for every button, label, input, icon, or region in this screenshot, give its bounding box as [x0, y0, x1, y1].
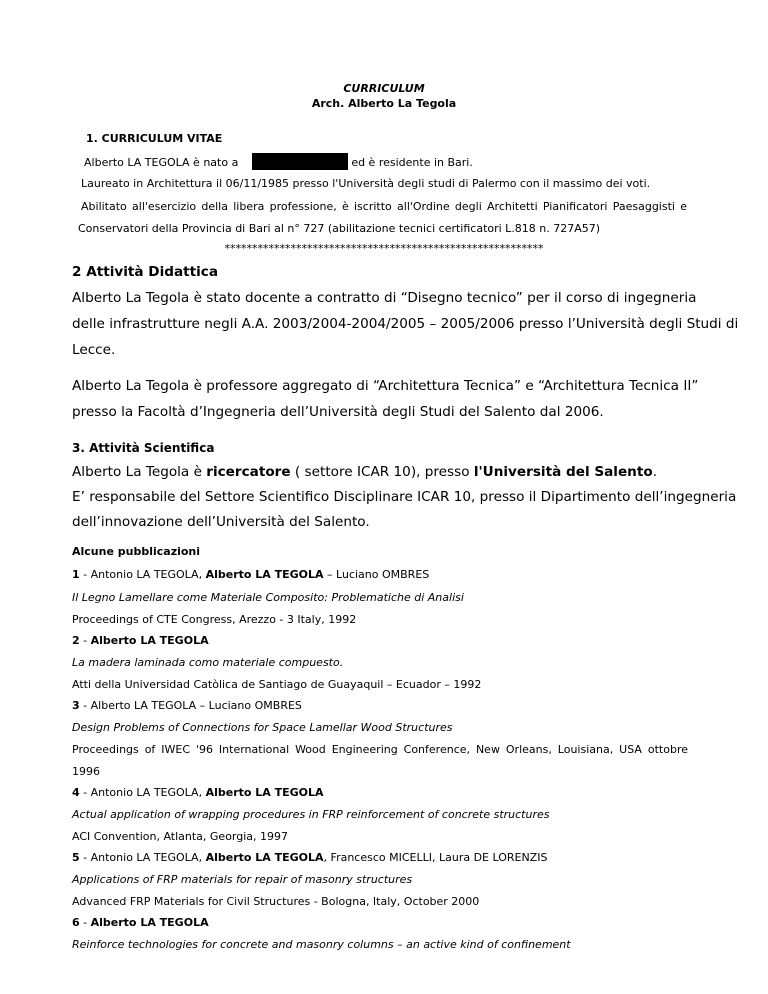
teaching-p1-line3: Lecce.	[72, 342, 116, 358]
publication-authors	[72, 786, 324, 799]
publication-authors	[72, 916, 209, 929]
publication-venue: ACI Convention, Atlanta, Georgia, 1997	[72, 830, 289, 843]
author: Alberto LA TEGOLA – Luciano OMBRES	[90, 699, 302, 712]
author-highlight: Alberto LA TEGOLA	[205, 568, 324, 581]
section3-heading: 3. Attività Scientifica	[72, 441, 215, 455]
section1-heading: 1. CURRICULUM VITAE	[86, 132, 223, 145]
publication-title: Applications of FRP materials for repair of masonry structures	[72, 873, 413, 886]
dash: -	[79, 916, 91, 929]
publication-title: Reinforce technologies for concrete and masonry columns – an active kind of confinement	[72, 938, 571, 951]
degree-line: Laureato in Architettura il 06/11/1985 presso l'Università degli studi di Palermo con il massimo dei voti.	[81, 177, 651, 190]
university-name: l'Università del Salento	[473, 464, 653, 480]
publication-number: 1	[72, 568, 80, 581]
author-highlight: Alberto LA TEGOLA	[205, 786, 324, 799]
publication-venue: Atti della Universidad Catòlica de Santiago de Guayaquil – Ecuador – 1992	[72, 678, 482, 691]
section2-heading: 2 Attività Didattica	[72, 264, 219, 280]
publication-title: La madera laminada como materiale compuesto.	[72, 656, 344, 669]
publication-authors	[72, 851, 547, 864]
research-line-2: E’ responsabile del Settore Scientifico Disciplinare ICAR 10, presso il Dipartimento dell’ingegneria	[72, 489, 737, 505]
research-text: Alberto La Tegola è	[72, 464, 207, 480]
publication-authors	[72, 699, 302, 712]
license-line-1: Abilitato all'esercizio della libera professione, è iscritto all'Ordine degli Architetti Pianificatori Paesaggisti e	[81, 200, 687, 213]
dash: -	[79, 634, 91, 647]
birth-line	[84, 153, 473, 170]
author: Antonio LA TEGOLA,	[90, 786, 206, 799]
publication-title: Design Problems of Connections for Space Lamellar Wood Structures	[72, 721, 453, 734]
author: – Luciano OMBRES	[323, 568, 430, 581]
author-highlight: Alberto LA TEGOLA	[90, 916, 209, 929]
teaching-p2-line2: presso la Facoltà d’Ingegneria dell’Università degli Studi del Salento dal 2006.	[72, 404, 604, 420]
birth-text-after: ed è residente in Bari.	[351, 156, 473, 169]
dash: -	[79, 568, 91, 581]
separator: **********************************************************	[224, 242, 544, 255]
research-line-1	[72, 464, 657, 480]
publication-number: 2	[72, 634, 80, 647]
dash: -	[79, 851, 91, 864]
publication-venue: Advanced FRP Materials for Civil Structures - Bologna, Italy, October 2000	[72, 895, 480, 908]
publication-number: 3	[72, 699, 80, 712]
publication-number: 4	[72, 786, 80, 799]
publication-venue: Proceedings of CTE Congress, Arezzo - 3 Italy, 1992	[72, 613, 357, 626]
author: Antonio LA TEGOLA,	[90, 851, 206, 864]
author: , Francesco MICELLI, Laura DE LORENZIS	[323, 851, 548, 864]
research-line-3: dell’innovazione dell’Università del Salento.	[72, 514, 370, 530]
research-text: .	[652, 464, 658, 480]
publication-title: Il Legno Lamellare come Materiale Composito: Problematiche di Analisi	[72, 591, 464, 604]
birth-text-before: Alberto LA TEGOLA è nato a	[84, 156, 239, 169]
teaching-p1-line1: Alberto La Tegola è stato docente a contratto di “Disegno tecnico” per il corso di ingegneria	[72, 290, 697, 306]
publications-heading: Alcune pubblicazioni	[72, 545, 201, 558]
publication-venue-cont: 1996	[72, 765, 100, 778]
publication-number: 5	[72, 851, 80, 864]
dash: -	[79, 699, 91, 712]
document-title: CURRICULUM	[343, 82, 425, 95]
document-subtitle: Arch. Alberto La Tegola	[311, 97, 457, 110]
author-highlight: Alberto LA TEGOLA	[205, 851, 324, 864]
teaching-p2-line1: Alberto La Tegola è professore aggregato di “Architettura Tecnica” e “Architettura Tecnica II”	[72, 378, 699, 394]
redacted-birthplace	[252, 153, 348, 170]
publication-title: Actual application of wrapping procedures in FRP reinforcement of concrete structures	[72, 808, 550, 821]
publication-authors	[72, 634, 209, 647]
teaching-p1-line2: delle infrastrutture negli A.A. 2003/2004-2004/2005 – 2005/2006 presso l’Università degli Studi di	[72, 316, 739, 332]
author: Antonio LA TEGOLA,	[90, 568, 206, 581]
license-line-2: Conservatori della Provincia di Bari al n° 727 (abilitazione tecnici certificatori L.818 n. 727A57)	[78, 222, 601, 235]
researcher-role: ricercatore	[206, 464, 291, 480]
research-text: ( settore ICAR 10), presso	[290, 464, 474, 480]
publication-venue: Proceedings of IWEC '96 International Wood Engineering Conference, New Orleans, Louisiana, USA ottobre	[72, 743, 688, 756]
dash: -	[79, 786, 91, 799]
author-highlight: Alberto LA TEGOLA	[90, 634, 209, 647]
publication-number: 6	[72, 916, 80, 929]
publication-authors	[72, 568, 429, 581]
